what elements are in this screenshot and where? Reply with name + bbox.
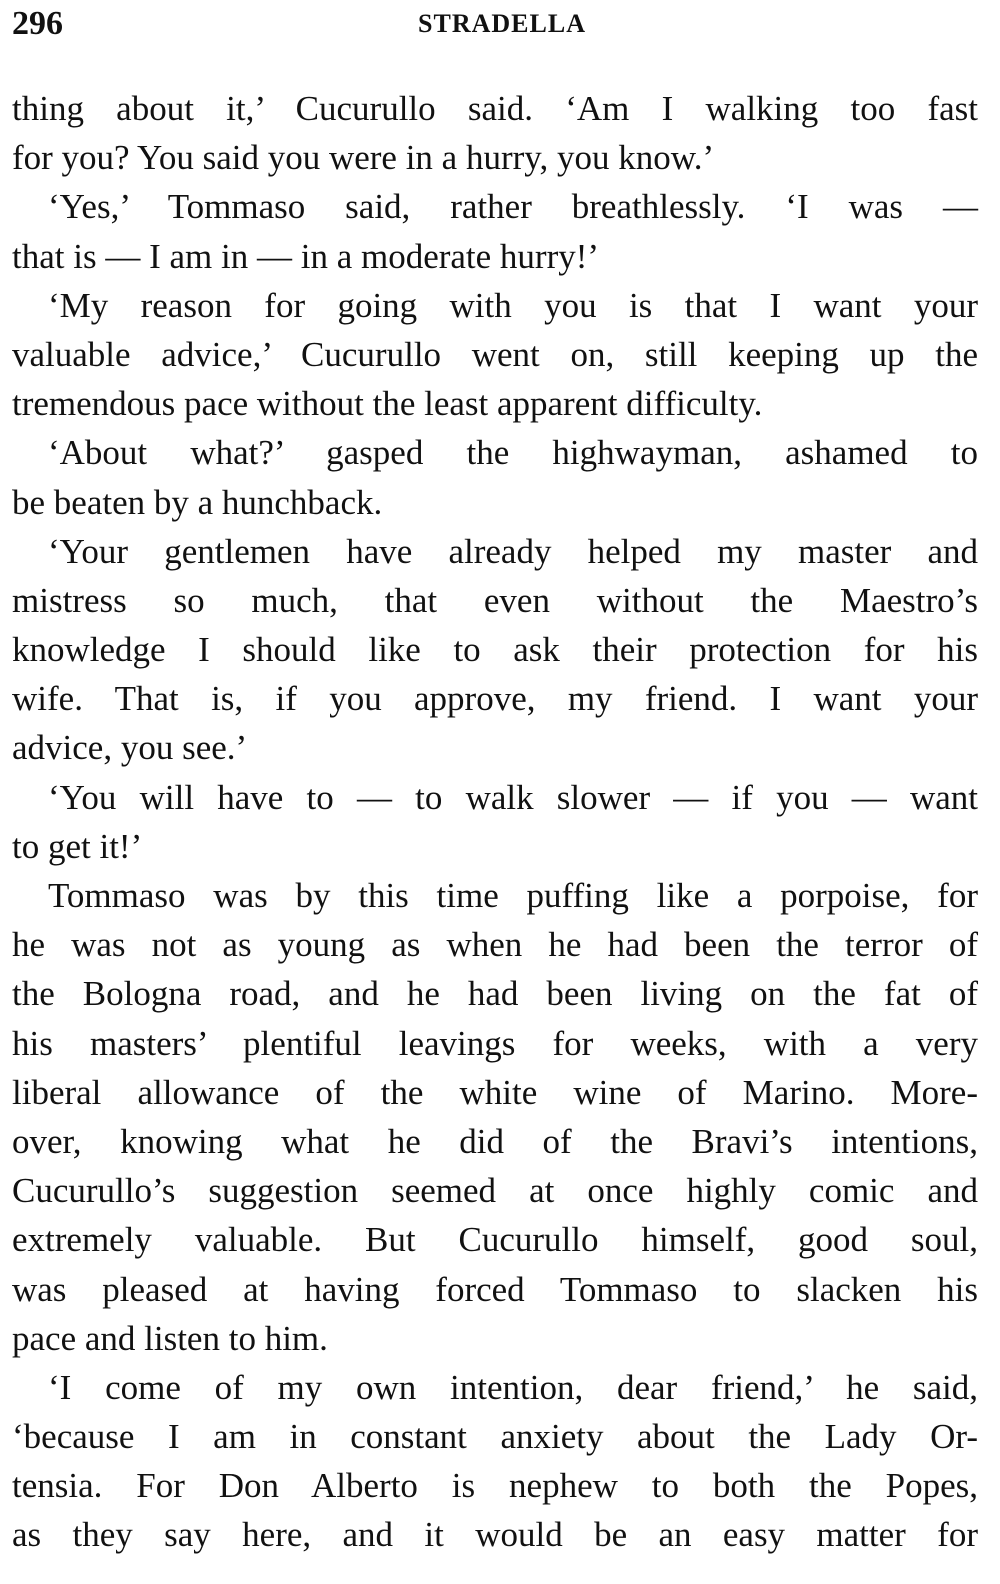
text-line: thing about it,’ Cucurullo said. ‘Am I walking too fast — [12, 89, 978, 128]
text-line: tremendous pace without the least apparent difficulty. — [12, 384, 763, 424]
page-header — [12, 2, 992, 50]
text-line: to get it!’ — [12, 826, 143, 866]
text-line: as they say here, and it would be an easy matter for — [12, 1515, 978, 1555]
text-line: ‘Your gentlemen have already helped my master and — [48, 531, 978, 571]
text-line: for you? You said you were in a hurry, you know.’ — [12, 138, 715, 178]
text-line: he was not as young as when he had been the terror of — [12, 925, 978, 965]
text-line: liberal allowance of the white wine of Marino. More- — [12, 1072, 978, 1112]
text-line: tensia. For Don Alberto is nephew to both the Popes, — [12, 1466, 978, 1506]
text-line: that is — I am in — in a moderate hurry!’ — [12, 236, 600, 276]
text-line: knowledge I should like to ask their protection for his — [12, 630, 978, 670]
text-line: pace and listen to him. — [12, 1318, 328, 1358]
body-text — [12, 84, 978, 1560]
text-line: valuable advice,’ Cucurullo went on, still keeping up the — [12, 334, 978, 374]
text-line: advice, you see.’ — [12, 728, 248, 768]
page-number: 296 — [12, 5, 63, 42]
running-title: STRADELLA — [418, 9, 586, 38]
text-line: ‘About what?’ gasped the highwayman, ashamed to — [48, 433, 978, 473]
text-line: extremely valuable. But Cucurullo himself, good soul, — [12, 1220, 978, 1260]
text-line: over, knowing what he did of the Bravi’s intentions, — [12, 1121, 978, 1161]
text-line: ‘You will have to — to walk slower — if you — want — [48, 777, 978, 817]
text-line: Tommaso was by this time puffing like a porpoise, for — [48, 876, 978, 915]
text-line: ‘My reason for going with you is that I want your — [48, 285, 978, 325]
text-line: ‘I come of my own intention, dear friend,’ he said, — [48, 1367, 978, 1407]
text-line: the Bologna road, and he had been living on the fat of — [12, 974, 978, 1014]
text-line: ‘because I am in constant anxiety about the Lady Or- — [12, 1417, 978, 1457]
text-line: wife. That is, if you approve, my friend. I want your — [12, 679, 978, 719]
text-line: was pleased at having forced Tommaso to slacken his — [12, 1269, 978, 1309]
text-line: mistress so much, that even without the Maestro’s — [12, 580, 978, 620]
text-line: be beaten by a hunchback. — [12, 482, 383, 522]
text-line: Cucurullo’s suggestion seemed at once highly comic and — [12, 1171, 978, 1211]
text-line: his masters’ plentiful leavings for weeks, with a very — [12, 1023, 978, 1063]
text-line: ‘Yes,’ Tommaso said, rather breathlessly. ‘I was — — [48, 187, 978, 227]
